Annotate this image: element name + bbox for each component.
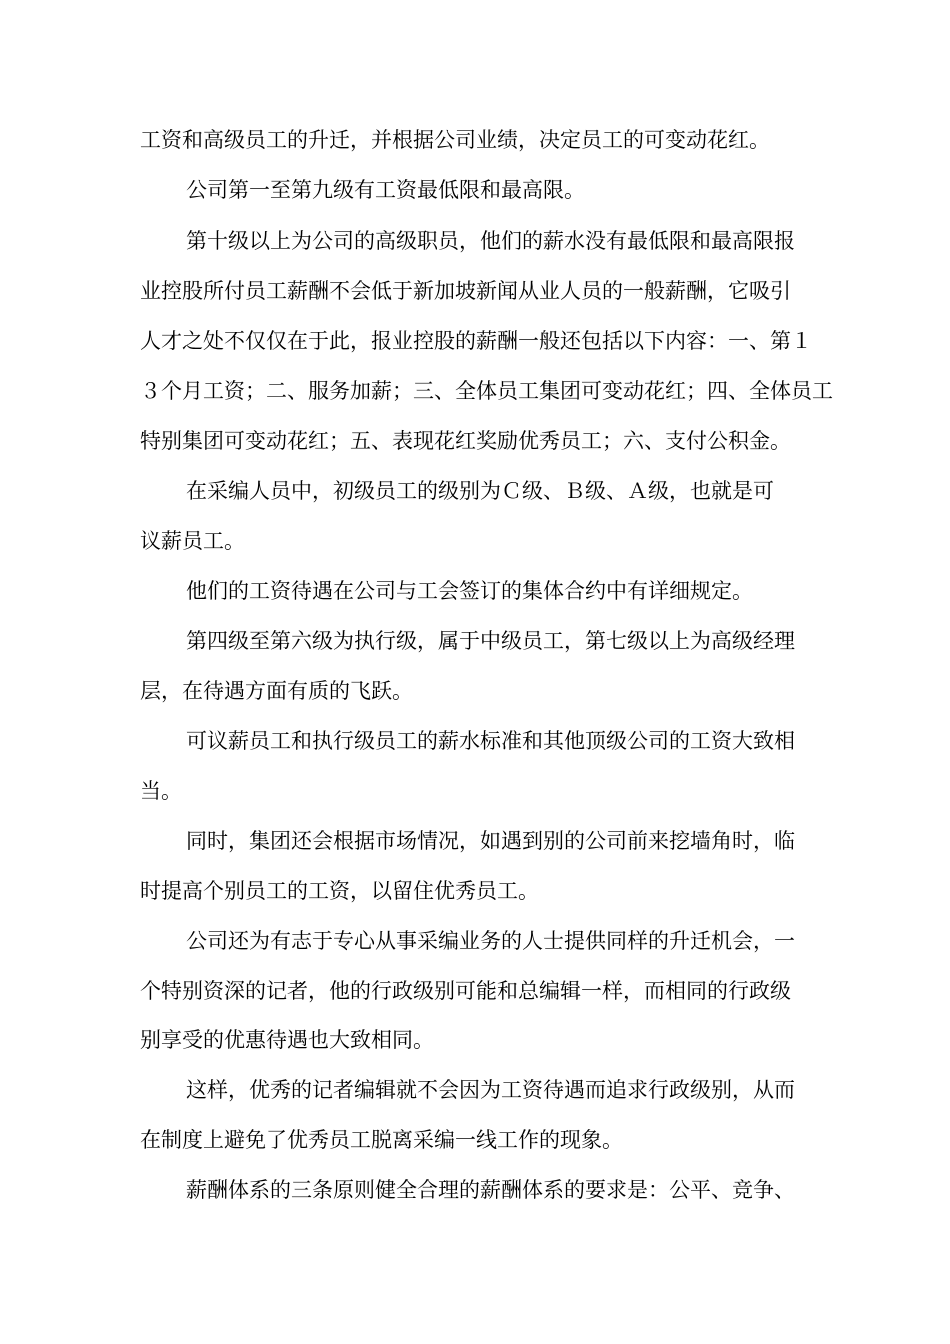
text-line: ３个月工资；二、服务加薪；三、全体员工集团可变动花红；四、全体员工 (140, 379, 833, 403)
text-line: 公司第一至第九级有工资最低限和最高限。 (186, 178, 585, 202)
text-line: 在制度上避免了优秀员工脱离采编一线工作的现象。 (140, 1128, 623, 1152)
text-line: 公司还为有志于专心从事采编业务的人士提供同样的升迁机会，一 (186, 929, 795, 953)
text-line: 第十级以上为公司的高级职员，他们的薪水没有最低限和最高限报 (186, 229, 795, 253)
text-line: 薪酬体系的三条原则健全合理的薪酬体系的要求是：公平、竞争、 (186, 1178, 795, 1202)
text-line: 特别集团可变动花红；五、表现花红奖励优秀员工；六、支付公积金。 (140, 429, 791, 453)
text-line: 议薪员工。 (140, 529, 245, 553)
text-line: 人才之处不仅仅在于此，报业控股的薪酬一般还包括以下内容：一、第１ (140, 329, 812, 353)
text-line: 业控股所付员工薪酬不会低于新加坡新闻从业人员的一般薪酬，它吸引 (140, 279, 791, 303)
text-line: 层，在待遇方面有质的飞跃。 (140, 679, 413, 703)
text-line: 在采编人员中，初级员工的级别为Ｃ级、Ｂ级、Ａ级，也就是可 (186, 479, 774, 503)
text-line: 可议薪员工和执行级员工的薪水标准和其他顶级公司的工资大致相 (186, 729, 795, 753)
text-line: 第四级至第六级为执行级，属于中级员工，第七级以上为高级经理 (186, 629, 795, 653)
text-line: 当。 (140, 779, 182, 803)
text-line: 他们的工资待遇在公司与工会签订的集体合约中有详细规定。 (186, 579, 753, 603)
text-line: 别享受的优惠待遇也大致相同。 (140, 1028, 434, 1052)
text-line: 这样，优秀的记者编辑就不会因为工资待遇而追求行政级别，从而 (186, 1078, 795, 1102)
text-line: 时提高个别员工的工资，以留住优秀员工。 (140, 879, 539, 903)
text-line: 同时，集团还会根据市场情况，如遇到别的公司前来挖墙角时，临 (186, 829, 795, 853)
text-line: 工资和高级员工的升迁，并根据公司业绩，决定员工的可变动花红。 (140, 128, 770, 152)
text-line: 个特别资深的记者，他的行政级别可能和总编辑一样，而相同的行政级 (140, 979, 791, 1003)
